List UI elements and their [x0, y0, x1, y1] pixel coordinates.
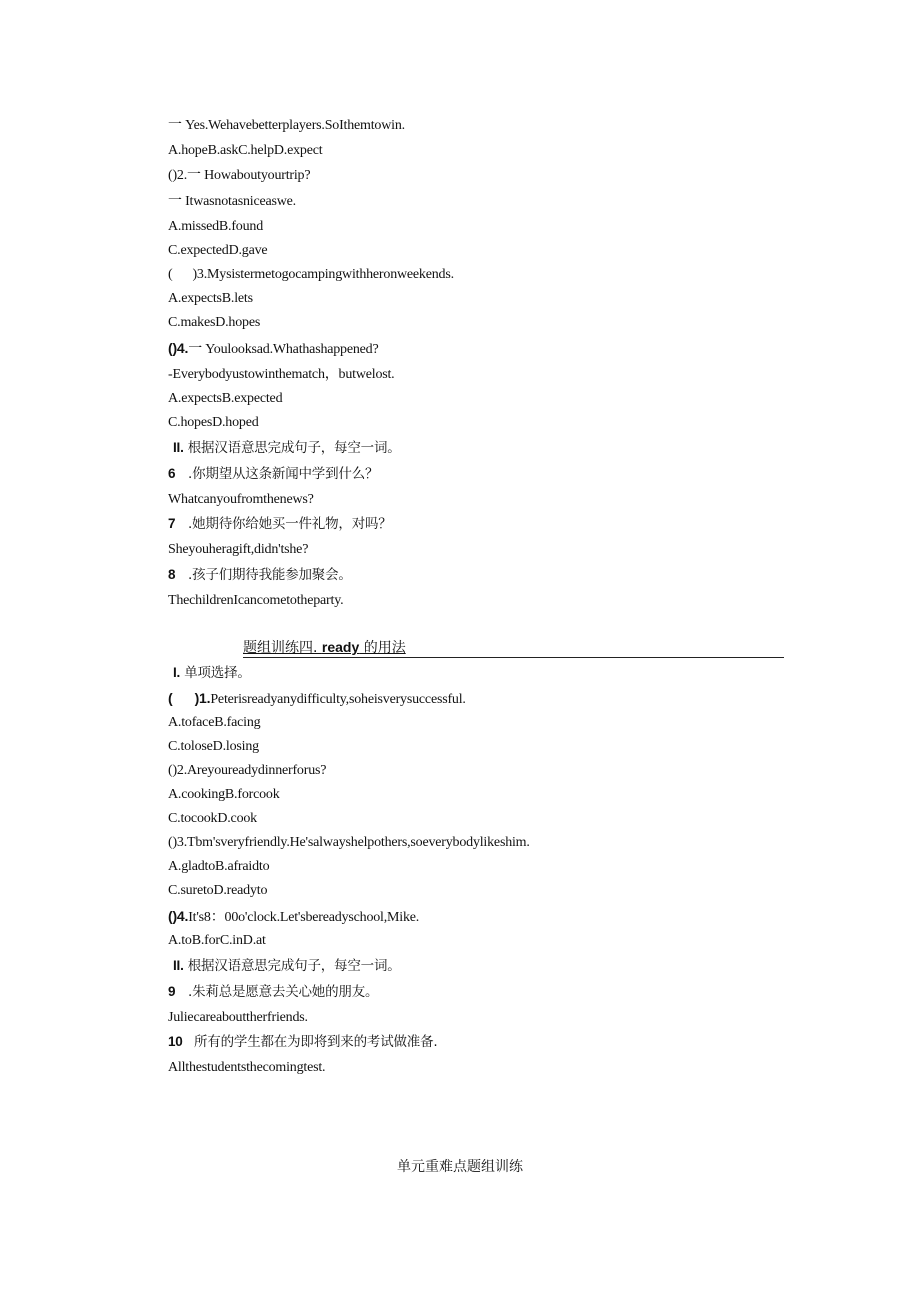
sentence-8-cn [168, 566, 352, 584]
sentence-7-en: Sheyouheragift,didn'tshe? [168, 542, 309, 557]
q4-stem: 一 Youlooksad.Whathashappened? [188, 342, 379, 357]
s8-num: 8 [168, 567, 176, 582]
s6-num: 6 [168, 466, 176, 481]
p2-q4-prefix: ()4. [168, 908, 189, 924]
sentence-10-cn [168, 1033, 438, 1051]
sentence-10-en: Allthestudentsthecomingtest. [168, 1060, 326, 1075]
section2-num: II. [173, 440, 184, 455]
q3-stem: )3.Mysistermetogocampingwithheronweekends. [192, 267, 454, 282]
sentence-7-cn [168, 515, 392, 533]
q2-stem: ()2.一 Howaboutyourtrip? [168, 168, 311, 183]
q2-reply: 一 Itwasnotasniceaswe. [168, 194, 296, 209]
s10-num: 10 [168, 1034, 183, 1049]
q4-reply: -Everybodyustowinthematch，butwelost. [168, 367, 395, 382]
q4-options-b: C.hopesD.hoped [168, 415, 259, 430]
part1-section2-heading [173, 439, 401, 457]
s9-num: 9 [168, 984, 176, 999]
section-header [243, 638, 784, 658]
q2-options-b: C.expectedD.gave [168, 243, 268, 258]
q1-reply: 一 Yes.Wehavebetterplayers.SoIthemtowin. [168, 118, 405, 133]
p2-q2-options-a: A.cookingB.forcook [168, 787, 280, 802]
page-footer: 单元重难点题组训练 [397, 1159, 523, 1175]
q3-options-a: A.expectsB.lets [168, 291, 253, 306]
p2-q3-options-b: C.suretoD.readyto [168, 883, 268, 898]
part2-section2-heading [173, 957, 401, 975]
p2-q3-options-a: A.gladtoB.afraidto [168, 859, 270, 874]
sentence-6-cn [168, 465, 378, 483]
p2-q4-options: A.toB.forC.inD.at [168, 933, 266, 948]
part2-section1-num: I. [173, 665, 181, 680]
part2-section2-num: II. [173, 958, 184, 973]
section-header-suffix: 的用法 [359, 640, 406, 656]
q3-paren: ( [168, 267, 173, 282]
p2-q1-options-b: C.toloseD.losing [168, 739, 259, 754]
s6-cn: .你期望从这条新闻中学到什么？ [188, 466, 379, 482]
p2-q1-prefix: ( )1. [168, 690, 211, 706]
q3-stem-line [168, 266, 454, 284]
section2-title: 根据汉语意思完成句子，每空一词。 [187, 440, 401, 456]
section-header-keyword: ready [321, 639, 360, 655]
q4-prefix: ()4. [168, 340, 189, 356]
p2-q4-stem: It's8：00o'clock.Let'sbereadyschool,Mike. [188, 910, 420, 925]
p2-q4-stem-line [168, 907, 419, 927]
q3-options-b: C.makesD.hopes [168, 315, 261, 330]
p2-q1-options-a: A.tofaceB.facing [168, 715, 261, 730]
q2-options-a: A.missedB.found [168, 219, 264, 234]
q4-stem-line [168, 339, 379, 359]
q1-options: A.hopeB.askC.helpD.expect [168, 143, 323, 158]
sentence-8-en: ThechildrenIcancometotheparty. [168, 593, 344, 608]
part2-section1-title: 单项选择。 [184, 665, 251, 681]
q4-options-a: A.expectsB.expected [168, 391, 283, 406]
p2-q2-options-b: C.tocookD.cook [168, 811, 257, 826]
part2-section2-title: 根据汉语意思完成句子，每空一词。 [187, 958, 401, 974]
p2-q2-stem: ()2.Areyoureadydinnerforus? [168, 763, 327, 778]
p2-q1-stem-line [168, 689, 466, 709]
s9-cn: .朱莉总是愿意去关心她的朋友。 [188, 984, 379, 1000]
sentence-6-en: Whatcanyoufromthenews? [168, 492, 314, 507]
s7-num: 7 [168, 516, 176, 531]
s8-cn: .孩子们期待我能参加聚会。 [188, 567, 352, 583]
p2-q1-stem: Peterisreadyanydifficulty,soheisverysuccessful. [210, 692, 466, 707]
s10-cn: 所有的学生都在为即将到来的考试做准备. [194, 1034, 438, 1050]
s7-cn: .她期待你给她买一件礼物，对吗？ [188, 516, 392, 532]
sentence-9-en: Juliecareabouttherfriends. [168, 1010, 308, 1025]
section-header-prefix: 题组训练四. [243, 640, 322, 656]
part2-section1-heading [173, 664, 251, 682]
p2-q3-stem: ()3.Tbm'sveryfriendly.He'salwayshelpothers,soeverybodylikeshim. [168, 835, 530, 850]
sentence-9-cn [168, 983, 378, 1001]
